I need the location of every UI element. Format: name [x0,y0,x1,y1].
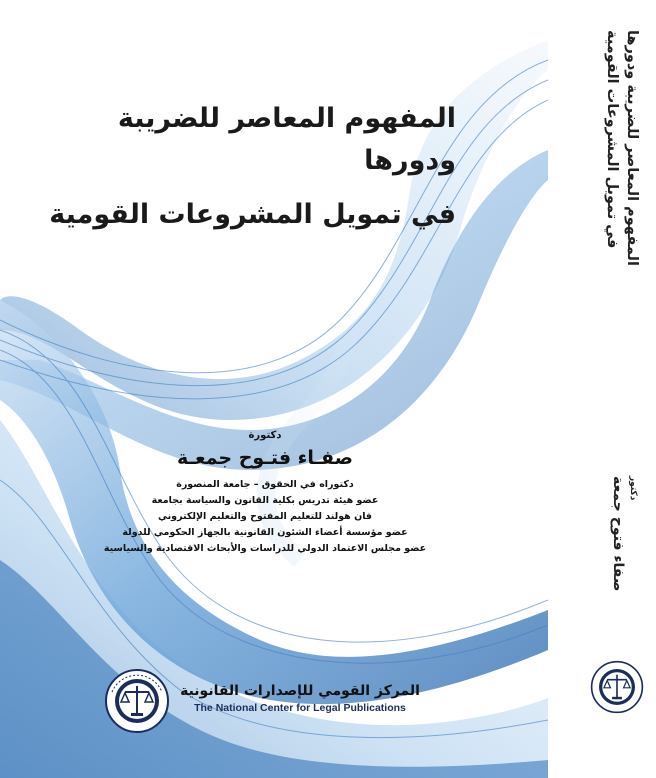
spine-author-name: صفاء فتوح جمعة [610,476,626,592]
credential-line: فان هولند للتعليم المفتوح والتعليم الإلكتروني [158,511,372,522]
spine-title [604,30,640,330]
credential-line: دكتوراه في الحقوق – جامعة المنصورة [176,479,354,490]
author-block [100,430,430,557]
spine-doctor-label: دكتور [628,476,638,501]
credential-line: عضو هيئة تدريس بكلية القانون والسياسة بجامعة [151,495,379,506]
publisher-arabic: المركز القومي للإصدارات القانونية [180,683,420,699]
publisher-english: The National Center for Legal Publications [194,702,406,714]
publisher-block [170,683,430,714]
author-name: صفـاء فتـوح جمعـة [176,447,354,469]
scales-of-justice-emblem-icon [104,668,170,734]
spine-author [598,476,638,596]
title-line-1: المفهوم المعاصر للضريبة ودورها [117,103,456,176]
spine-title-line-2: في تمويل المشروعات القومية [604,30,620,249]
credential-line: عضو مؤسسة أعضاء الشئون القانونية بالجهاز الحكومي للدولة [122,527,408,538]
spine-title-line-1: المفهوم المعاصر للضريبة ودورها [624,30,640,266]
credential-line: عضو مجلس الاعتماد الدولي للدراسات والأبحاث الاقتصادية والسياسية [103,543,427,554]
book-title [36,98,456,236]
doctor-label: دكتورة [248,430,282,441]
author-credentials [100,477,430,557]
title-line-2: في تمويل المشروعات القومية [49,199,456,230]
spine-scales-of-justice-emblem-icon [590,660,644,714]
